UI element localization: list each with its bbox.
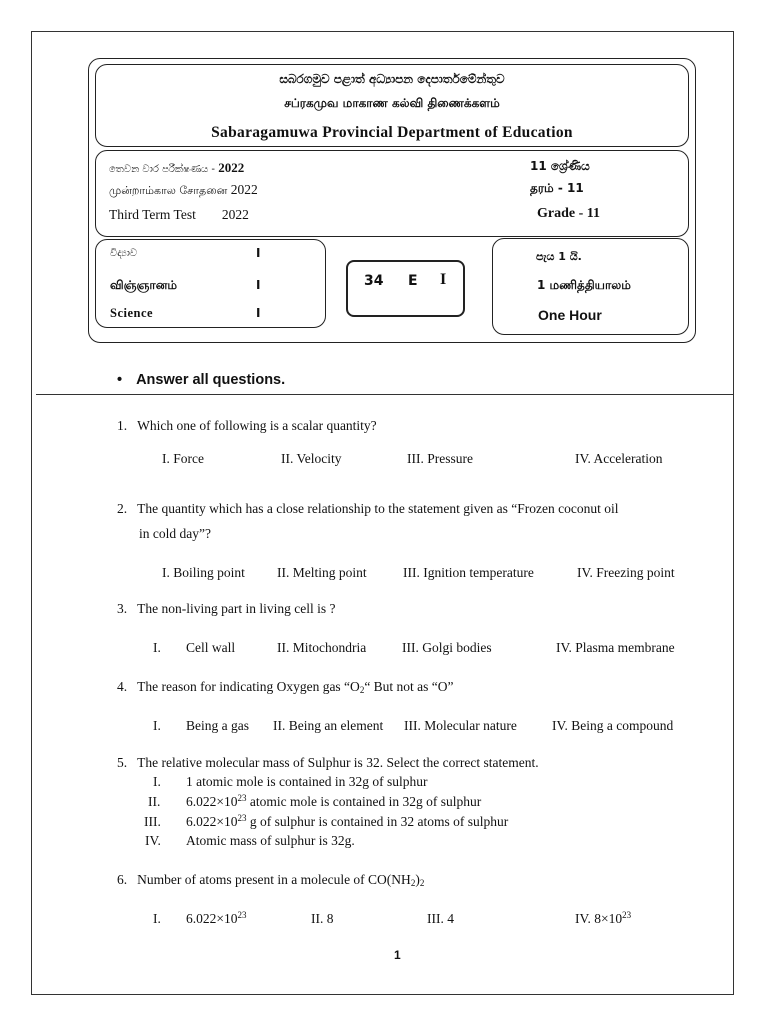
q4-option-4: IV. Being a compound — [552, 718, 674, 733]
q5-option-3: $6.022\times 10^{23}$ g of sulphur is contained in 32 atoms of sulphur — [186, 813, 509, 829]
grade-tamil: தரம் - 11 — [530, 181, 584, 195]
q3-option-4: IV. Plasma membrane — [556, 640, 675, 655]
q2-option-4: IV. Freezing point — [577, 565, 675, 580]
time-english: One Hour — [538, 307, 602, 323]
q4-option-2: II. Being an element — [273, 718, 384, 733]
question-2: 2. The quantity which has a close relationship to the statement given as “Frozen coconut oil — [117, 501, 619, 516]
term-title-sinhala: තෙවන වාර පරීක්ෂණය - 2022 — [109, 160, 245, 175]
q3-option-1: Cell wall — [186, 640, 236, 655]
q4-option-3: III. Molecular nature — [404, 718, 517, 733]
question-4: 4. The reason for indicating Oxygen gas “$O_2“$ But not as “O” — [117, 679, 454, 695]
question-6: 6. Number of atoms present in a molecule of $CO(NH_2)_2$ — [117, 872, 425, 888]
q5-option-numeral: I. — [153, 774, 161, 789]
time-tamil: 1 மணித்தியாலம் — [537, 278, 631, 292]
subject-english: Science — [110, 306, 154, 320]
q5-option-numeral: II. — [148, 794, 161, 809]
department-name-sinhala: සබරගමුව පළාත් අධ්‍යාපන දෙපාර්තමේන්තුව — [279, 72, 505, 86]
q2-option-2: II. Melting point — [277, 565, 367, 580]
q4-option-numeral: I. — [153, 718, 161, 733]
q6-option-3: III. 4 — [427, 911, 454, 926]
term-title-english: Third Term Test 2022 — [109, 207, 249, 222]
paper-code-number: 34 — [364, 273, 384, 289]
q3-option-3: III. Golgi bodies — [402, 640, 492, 655]
q5-option-2: $6.022\times 10^{23}$ atomic mole is contained in 32g of sulphur — [186, 793, 482, 809]
q1-option-2: II. Velocity — [281, 451, 342, 466]
bullet-icon: • — [117, 372, 123, 388]
q6-option-numeral: I. — [153, 911, 161, 926]
subject-tamil: விஞ்ஞானம் — [110, 278, 177, 292]
instructions: • Answer all questions. — [117, 372, 286, 388]
q5-option-numeral: IV. — [145, 833, 161, 848]
q6-option-1: $6.022\times 10^{23}$ — [186, 910, 247, 926]
department-name-english: Sabaragamuwa Provincial Department of Education — [211, 124, 573, 141]
time-sinhala: පැය 1 යි. — [536, 250, 582, 263]
q6-option-4: IV. $8\times 10^{23}$ — [575, 910, 632, 926]
subject-separator: I — [256, 278, 261, 292]
grade-english: Grade - 11 — [537, 206, 600, 221]
q6-option-2: II. 8 — [311, 911, 334, 926]
q1-option-1: I. Force — [162, 451, 204, 466]
q3-option-2: II. Mitochondria — [277, 640, 367, 655]
q5-option-1: 1 atomic mole is contained in 32g of sulphur — [186, 774, 428, 789]
question-2-line-2: in cold day”? — [139, 526, 211, 541]
department-name-tamil: சப்ரகமுவ மாகாண கல்வி திணைக்களம் — [284, 96, 500, 110]
paper-code-medium: E — [408, 273, 418, 289]
question-3: 3. The non-living part in living cell is ? — [117, 601, 336, 616]
q5-option-4: Atomic mass of sulphur is 32g. — [186, 833, 355, 848]
subject-separator: I — [256, 306, 261, 320]
grade-sinhala: 11 ශ්‍රේණිය — [530, 159, 590, 173]
page-number: 1 — [394, 948, 401, 962]
subject-separator: I — [256, 246, 261, 260]
term-title-tamil: முன்றாம்கால சோதனை 2022 — [109, 182, 258, 197]
question-1: 1. Which one of following is a scalar quantity? — [117, 418, 377, 433]
q2-option-3: III. Ignition temperature — [403, 565, 534, 580]
q1-option-4: IV. Acceleration — [575, 451, 663, 466]
q4-option-1: Being a gas — [186, 718, 249, 733]
divider — [36, 394, 734, 395]
q5-option-numeral: III. — [144, 814, 161, 829]
q1-option-3: III. Pressure — [407, 451, 473, 466]
q3-option-numeral: I. — [153, 640, 161, 655]
q2-option-1: I. Boiling point — [162, 565, 245, 580]
paper-code-part: I — [440, 271, 447, 288]
subject-sinhala: විද්‍යාව — [110, 248, 138, 259]
question-5: 5. The relative molecular mass of Sulphur is 32. Select the correct statement. — [117, 755, 539, 770]
